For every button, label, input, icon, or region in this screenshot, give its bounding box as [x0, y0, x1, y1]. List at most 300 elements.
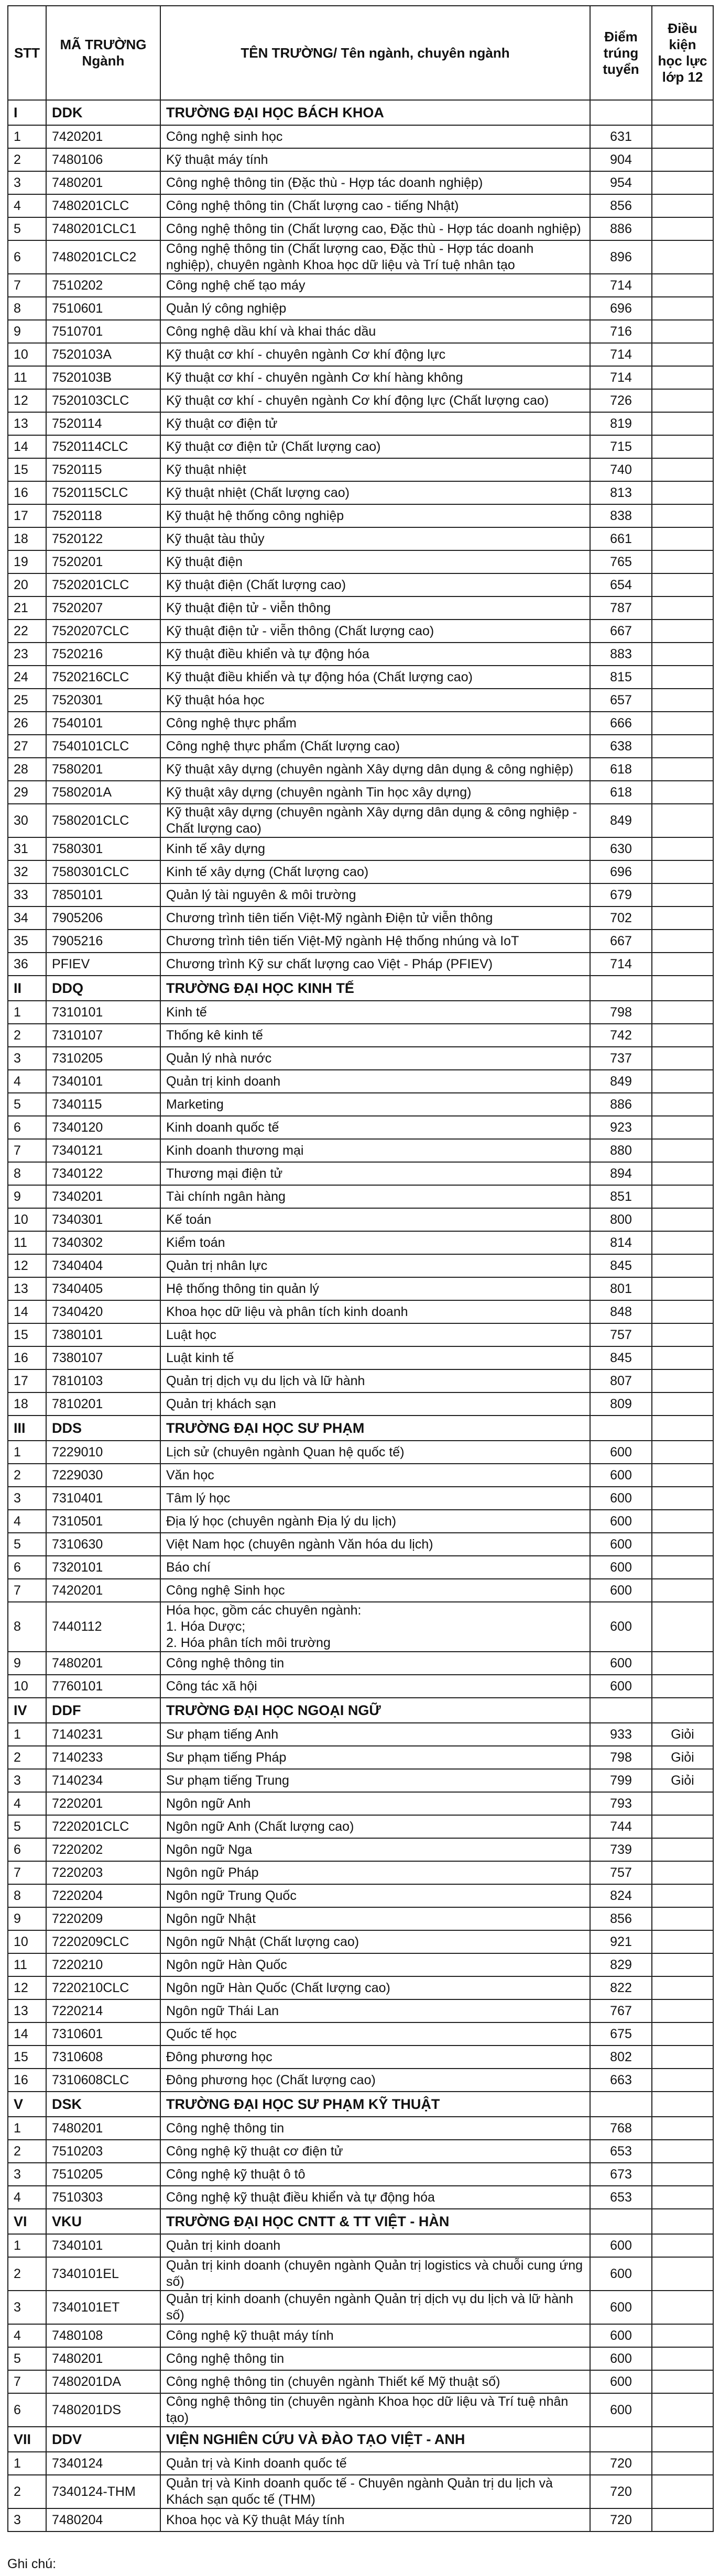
score-cell: 600 — [590, 1533, 652, 1556]
code-cell: 7310401 — [46, 1487, 160, 1510]
score-cell: 880 — [590, 1139, 652, 1162]
condition-cell — [652, 1139, 713, 1162]
name-cell: Quản trị kinh doanh — [160, 2234, 590, 2257]
stt-cell: 12 — [8, 1976, 46, 1999]
code-cell: 7480204 — [46, 2508, 160, 2531]
condition-cell — [652, 1254, 713, 1277]
table-row — [8, 1116, 713, 1139]
name-cell: Công nghệ kỹ thuật cơ điện tử — [160, 2140, 590, 2163]
section-name-cell: VIỆN NGHIÊN CỨU VÀ ĐÀO TẠO VIỆT - ANH — [160, 2427, 590, 2452]
code-cell: 7520115CLC — [46, 481, 160, 504]
name-cell: Kỹ thuật hệ thống công nghiệp — [160, 504, 590, 527]
name-cell: Ngôn ngữ Nhật (Chất lượng cao) — [160, 1930, 590, 1953]
score-cell: 799 — [590, 1769, 652, 1792]
score-cell: 663 — [590, 2069, 652, 2092]
stt-cell: 13 — [8, 412, 46, 435]
condition-cell — [652, 550, 713, 573]
code-cell: 7580201 — [46, 758, 160, 781]
score-cell: 883 — [590, 643, 652, 666]
score-cell: 765 — [590, 550, 652, 573]
table-row — [8, 412, 713, 435]
name-cell: Quản trị dịch vụ du lịch và lữ hành — [160, 1369, 590, 1392]
condition-cell — [652, 171, 713, 194]
table-row — [8, 930, 713, 953]
stt-cell: 27 — [8, 735, 46, 758]
stt-cell: 1 — [8, 2452, 46, 2475]
section-condition-cell — [652, 976, 713, 1001]
section-header-row — [8, 2209, 713, 2234]
name-cell: Quản trị kinh doanh (chuyên ngành Quản trị logistics và chuỗi cung ứng số) — [160, 2257, 590, 2291]
condition-cell — [652, 1300, 713, 1323]
section-stt-cell: IV — [8, 1698, 46, 1723]
code-cell: 7340301 — [46, 1208, 160, 1231]
name-cell: Marketing — [160, 1093, 590, 1116]
section-header-row — [8, 100, 713, 125]
condition-cell — [652, 1533, 713, 1556]
condition-cell — [652, 930, 713, 953]
table-row — [8, 2234, 713, 2257]
score-cell: 845 — [590, 1346, 652, 1369]
name-cell: Địa lý học (chuyên ngành Địa lý du lịch) — [160, 1510, 590, 1533]
score-cell: 638 — [590, 735, 652, 758]
score-cell: 716 — [590, 320, 652, 343]
name-cell: Quản lý tài nguyên & môi trường — [160, 883, 590, 906]
code-cell: 7340115 — [46, 1093, 160, 1116]
code-cell: 7340101 — [46, 1070, 160, 1093]
score-cell: 673 — [590, 2163, 652, 2186]
stt-cell: 7 — [8, 2370, 46, 2393]
stt-cell: 14 — [8, 1300, 46, 1323]
section-stt-cell: II — [8, 976, 46, 1001]
table-row — [8, 1208, 713, 1231]
name-cell: Ngôn ngữ Trung Quốc — [160, 1884, 590, 1907]
name-cell: Ngôn ngữ Nga — [160, 1838, 590, 1861]
table-row — [8, 1652, 713, 1675]
condition-cell — [652, 1116, 713, 1139]
condition-cell — [652, 1369, 713, 1392]
code-cell: 7520118 — [46, 504, 160, 527]
table-row — [8, 2475, 713, 2508]
stt-cell: 5 — [8, 217, 46, 240]
stt-cell: 13 — [8, 1277, 46, 1300]
condition-cell — [652, 343, 713, 366]
name-cell: Luật học — [160, 1323, 590, 1346]
table-row — [8, 1001, 713, 1024]
name-cell: Công nghệ thông tin — [160, 2347, 590, 2370]
score-cell: 600 — [590, 1675, 652, 1698]
table-row — [8, 274, 713, 297]
code-cell: 7140231 — [46, 1723, 160, 1746]
condition-cell — [652, 1346, 713, 1369]
table-row — [8, 2370, 713, 2393]
section-stt-cell: III — [8, 1416, 46, 1441]
name-cell: Công nghệ thông tin (Chất lượng cao, Đặc thù - Hợp tác doanh nghiệp), chuyên ngành Khoa học dữ liệu và Trí tuệ nhân tạo — [160, 240, 590, 274]
name-cell: Công nghệ Sinh học — [160, 1579, 590, 1602]
stt-cell: 19 — [8, 550, 46, 573]
code-cell: 7420201 — [46, 1579, 160, 1602]
code-cell: 7310608CLC — [46, 2069, 160, 2092]
section-stt-cell: V — [8, 2092, 46, 2117]
stt-cell: 20 — [8, 573, 46, 596]
name-cell: Công nghệ thông tin — [160, 2117, 590, 2140]
score-cell: 657 — [590, 689, 652, 712]
name-cell: Công nghệ sinh học — [160, 125, 590, 148]
table-row — [8, 2117, 713, 2140]
score-cell: 667 — [590, 930, 652, 953]
code-cell: 7510303 — [46, 2186, 160, 2209]
code-cell: 7310501 — [46, 1510, 160, 1533]
table-row — [8, 320, 713, 343]
condition-cell — [652, 2117, 713, 2140]
header-score: Điểm trúng tuyển — [590, 6, 652, 100]
code-cell: 7220210CLC — [46, 1976, 160, 1999]
name-cell: Tâm lý học — [160, 1487, 590, 1510]
score-cell: 715 — [590, 435, 652, 458]
name-cell: Công nghệ thông tin (chuyên ngành Thiết kế Mỹ thuật số) — [160, 2370, 590, 2393]
table-row — [8, 2186, 713, 2209]
code-cell: 7420201 — [46, 125, 160, 148]
code-cell: 7380101 — [46, 1323, 160, 1346]
condition-cell — [652, 2140, 713, 2163]
section-code-cell: DDS — [46, 1416, 160, 1441]
code-cell: 7340101 — [46, 2234, 160, 2257]
stt-cell: 11 — [8, 1953, 46, 1976]
stt-cell: 9 — [8, 320, 46, 343]
stt-cell: 31 — [8, 837, 46, 860]
stt-cell: 15 — [8, 1323, 46, 1346]
score-cell: 849 — [590, 804, 652, 837]
code-cell: 7480201CLC2 — [46, 240, 160, 274]
table-row — [8, 2324, 713, 2347]
score-cell: 726 — [590, 389, 652, 412]
table-row — [8, 1070, 713, 1093]
admission-table-container — [7, 5, 713, 2532]
name-cell: Luật kinh tế — [160, 1346, 590, 1369]
stt-cell: 8 — [8, 297, 46, 320]
code-cell: 7310101 — [46, 1001, 160, 1024]
table-row — [8, 1510, 713, 1533]
score-cell: 600 — [590, 2291, 652, 2324]
stt-cell: 18 — [8, 527, 46, 550]
stt-cell: 13 — [8, 1999, 46, 2022]
table-row — [8, 596, 713, 620]
stt-cell: 18 — [8, 1392, 46, 1416]
name-cell: Ngôn ngữ Hàn Quốc — [160, 1953, 590, 1976]
condition-cell — [652, 2393, 713, 2427]
stt-cell: 33 — [8, 883, 46, 906]
condition-cell — [652, 804, 713, 837]
code-cell: 7340122 — [46, 1162, 160, 1185]
stt-cell: 5 — [8, 1093, 46, 1116]
code-cell: 7220202 — [46, 1838, 160, 1861]
score-cell: 815 — [590, 666, 652, 689]
header-name: TÊN TRƯỜNG/ Tên ngành, chuyên ngành — [160, 6, 590, 100]
condition-cell — [652, 1392, 713, 1416]
stt-cell: 1 — [8, 125, 46, 148]
condition-cell — [652, 1185, 713, 1208]
score-cell: 923 — [590, 1116, 652, 1139]
name-cell: Kỹ thuật nhiệt (Chất lượng cao) — [160, 481, 590, 504]
code-cell: 7520103CLC — [46, 389, 160, 412]
score-cell: 838 — [590, 504, 652, 527]
table-row — [8, 1746, 713, 1769]
code-cell: 7440112 — [46, 1602, 160, 1652]
condition-cell — [652, 1884, 713, 1907]
score-cell: 757 — [590, 1323, 652, 1346]
section-stt-cell: VI — [8, 2209, 46, 2234]
table-row — [8, 1441, 713, 1464]
condition-cell — [652, 2324, 713, 2347]
table-row — [8, 1047, 713, 1070]
name-cell: Kỹ thuật xây dựng (chuyên ngành Xây dựng dân dụng & công nghiệp) — [160, 758, 590, 781]
condition-cell — [652, 666, 713, 689]
table-row — [8, 1369, 713, 1392]
table-row — [8, 1723, 713, 1746]
stt-cell: 8 — [8, 1602, 46, 1652]
code-cell: 7340405 — [46, 1277, 160, 1300]
condition-cell — [652, 1861, 713, 1884]
stt-cell: 10 — [8, 343, 46, 366]
name-cell: Thống kê kinh tế — [160, 1024, 590, 1047]
condition-cell — [652, 1487, 713, 1510]
score-cell: 886 — [590, 217, 652, 240]
score-cell: 654 — [590, 573, 652, 596]
condition-cell — [652, 504, 713, 527]
stt-cell: 10 — [8, 1930, 46, 1953]
stt-cell: 6 — [8, 240, 46, 274]
stt-cell: 4 — [8, 1070, 46, 1093]
code-cell: 7220201CLC — [46, 1815, 160, 1838]
code-cell: 7540101 — [46, 712, 160, 735]
table-row — [8, 2452, 713, 2475]
stt-cell: 4 — [8, 2324, 46, 2347]
table-row — [8, 2022, 713, 2046]
stt-cell: 16 — [8, 1346, 46, 1369]
code-cell: 7905216 — [46, 930, 160, 953]
code-cell: 7220204 — [46, 1884, 160, 1907]
table-row — [8, 1792, 713, 1815]
stt-cell: 16 — [8, 2069, 46, 2092]
stt-cell: 22 — [8, 620, 46, 643]
section-score-cell — [590, 2427, 652, 2452]
stt-cell: 14 — [8, 435, 46, 458]
stt-cell: 3 — [8, 2508, 46, 2531]
condition-cell — [652, 412, 713, 435]
score-cell: 800 — [590, 1208, 652, 1231]
name-cell: Công nghệ thông tin (Đặc thù - Hợp tác doanh nghiệp) — [160, 171, 590, 194]
stt-cell: 36 — [8, 953, 46, 976]
table-row — [8, 837, 713, 860]
section-header-row — [8, 1698, 713, 1723]
condition-cell — [652, 1093, 713, 1116]
table-row — [8, 1602, 713, 1652]
condition-cell — [652, 1047, 713, 1070]
code-cell: 7520201 — [46, 550, 160, 573]
code-cell: 7580201A — [46, 781, 160, 804]
table-row — [8, 1024, 713, 1047]
name-cell: Sư phạm tiếng Anh — [160, 1723, 590, 1746]
name-cell: Công nghệ thực phẩm — [160, 712, 590, 735]
name-cell: Quản trị nhân lực — [160, 1254, 590, 1277]
score-cell: 737 — [590, 1047, 652, 1070]
condition-cell — [652, 620, 713, 643]
name-cell: Công nghệ kỹ thuật điều khiển và tự động hóa — [160, 2186, 590, 2209]
name-cell: Công nghệ thực phẩm (Chất lượng cao) — [160, 735, 590, 758]
table-row — [8, 125, 713, 148]
name-cell: Kinh tế xây dựng — [160, 837, 590, 860]
table-row — [8, 435, 713, 458]
name-cell: Công nghệ thông tin (Chất lượng cao, Đặc thù - Hợp tác doanh nghiệp) — [160, 217, 590, 240]
stt-cell: 7 — [8, 1579, 46, 1602]
score-cell: 600 — [590, 1510, 652, 1533]
code-cell: 7520103A — [46, 343, 160, 366]
score-cell: 618 — [590, 758, 652, 781]
condition-cell — [652, 1162, 713, 1185]
admission-table — [7, 5, 714, 2532]
table-row — [8, 1579, 713, 1602]
code-cell: 7480201DA — [46, 2370, 160, 2393]
stt-cell: 1 — [8, 2117, 46, 2140]
code-cell: 7220209 — [46, 1907, 160, 1930]
name-cell: Kế toán — [160, 1208, 590, 1231]
stt-cell: 6 — [8, 1116, 46, 1139]
name-cell: Kỹ thuật nhiệt — [160, 458, 590, 481]
name-cell: Kỹ thuật điện tử - viễn thông (Chất lượng cao) — [160, 620, 590, 643]
condition-cell — [652, 1953, 713, 1976]
stt-cell: 1 — [8, 1441, 46, 1464]
condition-cell — [652, 366, 713, 389]
stt-cell: 12 — [8, 1254, 46, 1277]
code-cell: 7229030 — [46, 1464, 160, 1487]
condition-cell — [652, 1930, 713, 1953]
condition-cell — [652, 148, 713, 171]
score-cell: 666 — [590, 712, 652, 735]
section-name-cell: TRƯỜNG ĐẠI HỌC BÁCH KHOA — [160, 100, 590, 125]
table-row — [8, 1907, 713, 1930]
stt-cell: 25 — [8, 689, 46, 712]
table-row — [8, 1675, 713, 1698]
section-code-cell: DDF — [46, 1698, 160, 1723]
stt-cell: 2 — [8, 2475, 46, 2508]
name-cell: Công nghệ dầu khí và khai thác dầu — [160, 320, 590, 343]
section-name-cell: TRƯỜNG ĐẠI HỌC KINH TẾ — [160, 976, 590, 1001]
stt-cell: 6 — [8, 2393, 46, 2427]
score-cell: 851 — [590, 1185, 652, 1208]
name-cell: Sư phạm tiếng Pháp — [160, 1746, 590, 1769]
condition-cell — [652, 2508, 713, 2531]
stt-cell: 15 — [8, 458, 46, 481]
stt-cell: 4 — [8, 2186, 46, 2209]
name-cell: Công tác xã hội — [160, 1675, 590, 1698]
stt-cell: 28 — [8, 758, 46, 781]
score-cell: 849 — [590, 1070, 652, 1093]
stt-cell: 7 — [8, 1139, 46, 1162]
score-cell: 714 — [590, 274, 652, 297]
name-cell: Kinh tế xây dựng (Chất lượng cao) — [160, 860, 590, 883]
stt-cell: 12 — [8, 389, 46, 412]
name-cell: Kỹ thuật điều khiển và tự động hóa (Chất lượng cao) — [160, 666, 590, 689]
condition-cell — [652, 240, 713, 274]
table-row — [8, 1953, 713, 1976]
condition-cell — [652, 1001, 713, 1024]
code-cell: 7340120 — [46, 1116, 160, 1139]
table-row — [8, 804, 713, 837]
code-cell: 7520114CLC — [46, 435, 160, 458]
code-cell: 7480201 — [46, 2347, 160, 2370]
section-header-row — [8, 976, 713, 1001]
code-cell: 7905206 — [46, 906, 160, 930]
condition-cell — [652, 435, 713, 458]
section-condition-cell — [652, 1698, 713, 1723]
name-cell: Kỹ thuật điện (Chất lượng cao) — [160, 573, 590, 596]
stt-cell: 3 — [8, 1047, 46, 1070]
code-cell: 7310205 — [46, 1047, 160, 1070]
table-row — [8, 620, 713, 643]
score-cell: 767 — [590, 1999, 652, 2022]
name-cell: Quốc tế học — [160, 2022, 590, 2046]
code-cell: 7580201CLC — [46, 804, 160, 837]
table-row — [8, 1930, 713, 1953]
condition-cell — [652, 758, 713, 781]
stt-cell: 14 — [8, 2022, 46, 2046]
score-cell: 809 — [590, 1392, 652, 1416]
table-row — [8, 148, 713, 171]
name-cell: Kinh doanh thương mại — [160, 1139, 590, 1162]
name-cell: Quản trị kinh doanh — [160, 1070, 590, 1093]
score-cell: 702 — [590, 906, 652, 930]
table-row — [8, 297, 713, 320]
name-cell: Kiểm toán — [160, 1231, 590, 1254]
score-cell: 618 — [590, 781, 652, 804]
section-name-cell: TRƯỜNG ĐẠI HỌC SƯ PHẠM — [160, 1416, 590, 1441]
table-body — [8, 100, 713, 2531]
name-cell: Đông phương học — [160, 2046, 590, 2069]
name-cell: Công nghệ thông tin (chuyên ngành Khoa học dữ liệu và Trí tuệ nhân tạo) — [160, 2393, 590, 2427]
condition-cell — [652, 2257, 713, 2291]
code-cell: 7320101 — [46, 1556, 160, 1579]
name-cell: Đông phương học (Chất lượng cao) — [160, 2069, 590, 2092]
code-cell: 7480201CLC — [46, 194, 160, 217]
table-row — [8, 1999, 713, 2022]
condition-cell — [652, 1070, 713, 1093]
code-cell: 7520216CLC — [46, 666, 160, 689]
condition-cell — [652, 1323, 713, 1346]
footer-note: Ghi chú: — [7, 2557, 57, 2571]
table-row — [8, 1093, 713, 1116]
table-row — [8, 1139, 713, 1162]
stt-cell: 9 — [8, 1907, 46, 1930]
name-cell: Kỹ thuật cơ khí - chuyên ngành Cơ khí động lực — [160, 343, 590, 366]
stt-cell: 35 — [8, 930, 46, 953]
table-row — [8, 194, 713, 217]
score-cell: 829 — [590, 1953, 652, 1976]
name-cell: Khoa học dữ liệu và phân tích kinh doanh — [160, 1300, 590, 1323]
code-cell: 7310107 — [46, 1024, 160, 1047]
stt-cell: 4 — [8, 194, 46, 217]
code-cell: 7810201 — [46, 1392, 160, 1416]
score-cell: 679 — [590, 883, 652, 906]
score-cell: 807 — [590, 1369, 652, 1392]
table-row — [8, 2347, 713, 2370]
code-cell: 7340124-THM — [46, 2475, 160, 2508]
table-row — [8, 2393, 713, 2427]
stt-cell: 24 — [8, 666, 46, 689]
condition-cell — [652, 1652, 713, 1675]
table-row — [8, 712, 713, 735]
condition-cell — [652, 1208, 713, 1231]
name-cell: Kỹ thuật điện — [160, 550, 590, 573]
score-cell: 802 — [590, 2046, 652, 2069]
